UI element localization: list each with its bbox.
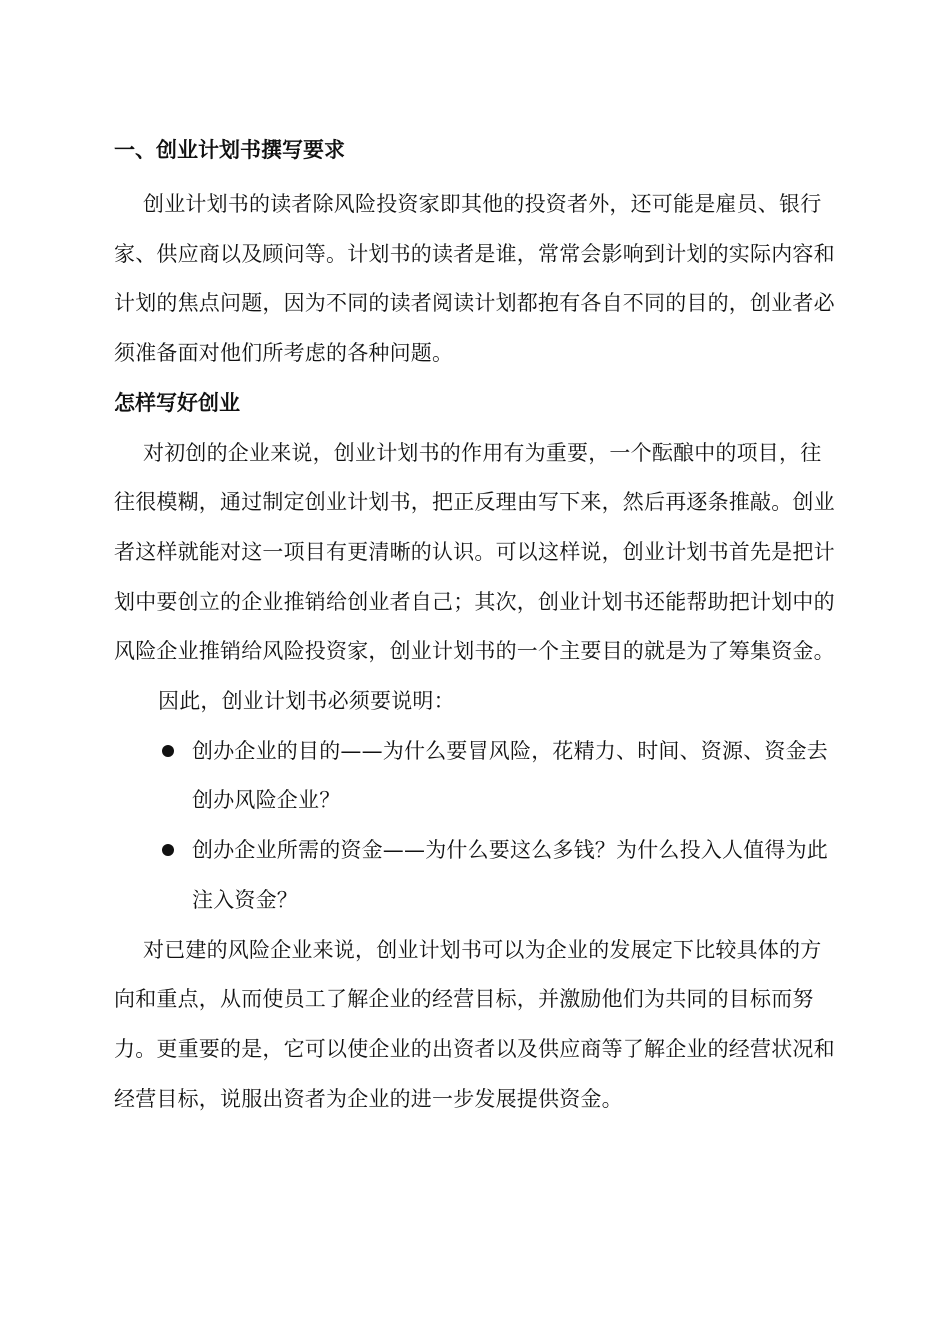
list-item-text: 创办企业所需的资金——为什么要这么多钱？为什么投入人值得为此注入资金？ <box>192 838 828 912</box>
list-item <box>114 727 842 826</box>
paragraph-readers: 创业计划书的读者除风险投资家即其他的投资者外，还可能是雇员、银行家、供应商以及顾问等。计划书的读者是谁，常常会影响到计划的实际内容和计划的焦点问题，因为不同的读者阅读计划都抱有各自不同的目的，创业者必须准备面对他们所考虑的各种问题。 <box>114 192 835 366</box>
paragraph-established-enterprise: 对已建的风险企业来说，创业计划书可以为企业的发展定下比较具体的方向和重点，从而使员工了解企业的经营目标，并激励他们为共同的目标而努力。更重要的是，它可以使企业的出资者以及供应商等了解企业的经营状况和经营目标，说服出资者为企业的进一步发展提供资金。 <box>114 937 835 1111</box>
subheading-how-to-write: 怎样写好创业 <box>114 390 240 415</box>
list-intro: 因此，创业计划书必须要说明： <box>158 689 455 714</box>
paragraph-startup-purpose: 对初创的企业来说，创业计划书的作用有为重要，一个酝酿中的项目，往往很模糊，通过制定创业计划书，把正反理由写下来，然后再逐条推敲。创业者这样就能对这一项目有更清晰的认识。可以这样说，创业计划书首先是把计划中要创立的企业推销给创业者自己；其次，创业计划书还能帮助把计划中的风险企业推销给风险投资家，创业计划书的一个主要目的就是为了筹集资金。 <box>114 440 835 664</box>
document-body <box>114 130 842 1124</box>
list-item <box>114 826 842 925</box>
bullet-icon <box>162 844 174 856</box>
list-item-text: 创办企业的目的——为什么要冒风险，花精力、时间、资源、资金去创办风险企业？ <box>192 738 828 813</box>
bullet-icon <box>162 745 174 757</box>
requirements-list <box>114 727 842 926</box>
section-heading: 一、创业计划书撰写要求 <box>114 138 345 162</box>
